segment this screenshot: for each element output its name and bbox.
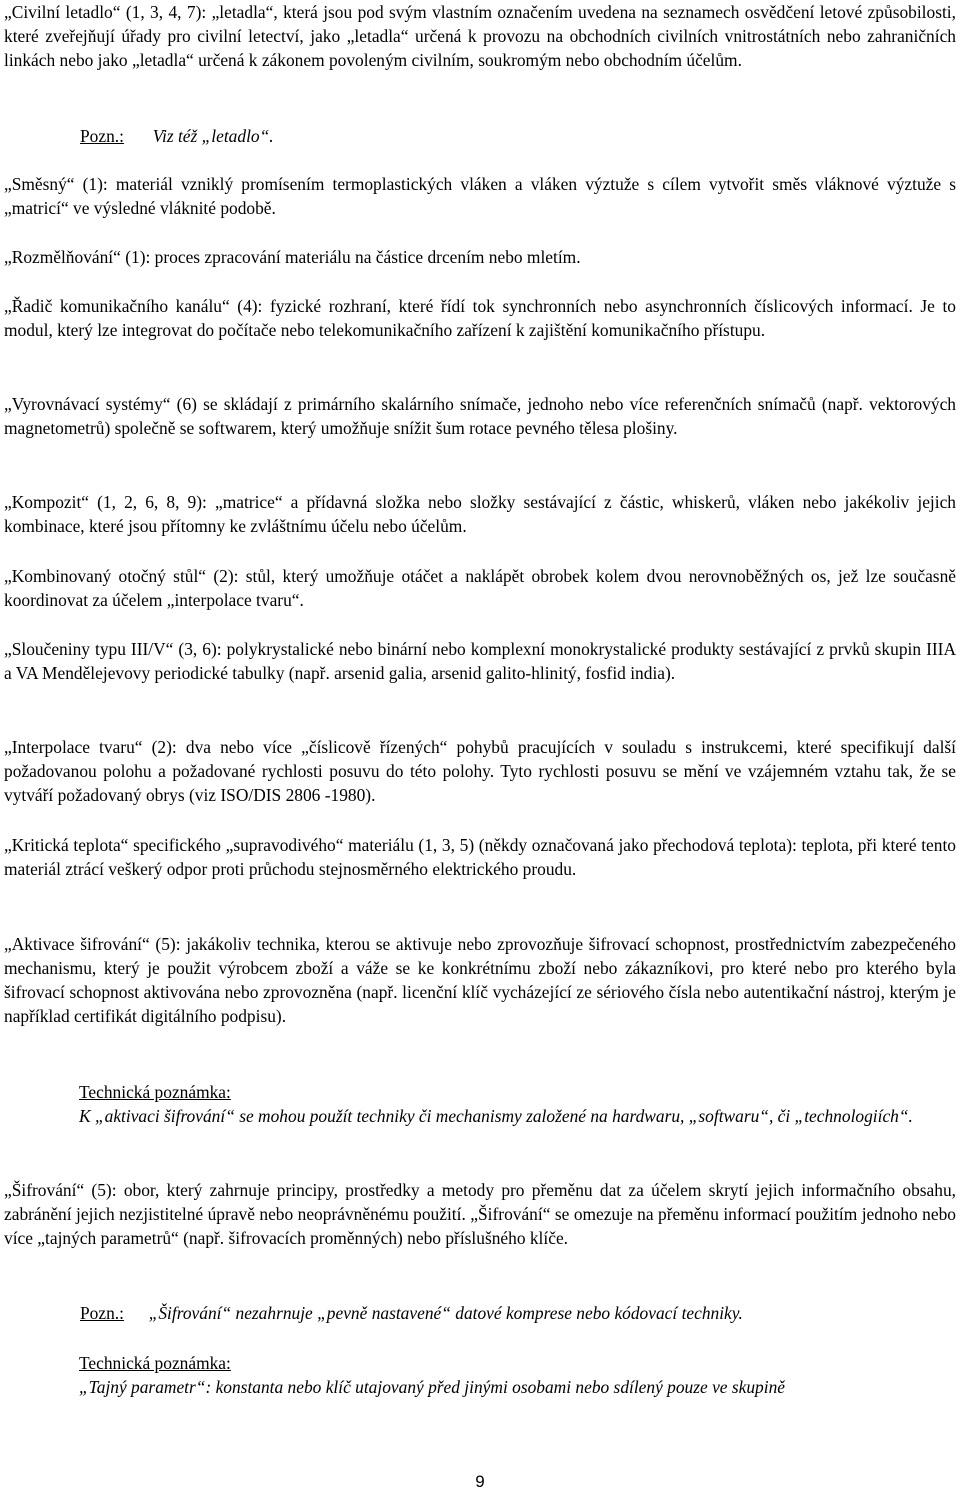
definition-sifrovani: „Šifrování“ (5): obor, který zahrnuje principy, prostředky a metody pro přeměnu dat za účelem skrytí jejich informačního obsahu, zabránění jejich nezjistitelné úpravě nebo neoprávněnému použití. „Šifrování“ se omezuje na přeměnu informací použitím jednoho nebo více „tajných parametrů“ (např. šifrovacích proměnných) nebo příslušného klíče. [4, 1180, 956, 1248]
definition-smesny: „Směsný“ (1): materiál vzniklý promísením termoplastických vláken a vláken výztuže s cílem vytvořit směs vláknové výztuže s „matricí“ ve výsledné vláknité podobě. [4, 174, 956, 218]
technical-note-label: Technická poznámka: [79, 1353, 231, 1373]
note-label: Pozn.: [80, 126, 124, 146]
note-pozn-letadlo [80, 124, 274, 148]
note-text: Viz též „letadlo“. [152, 126, 274, 146]
definition-kompozit: „Kompozit“ (1, 2, 6, 8, 9): „matrice“ a přídavná složka nebo složky sestávající z částic, whiskerů, vláken nebo jakékoliv jejich kombinace, které jsou přítomny ke zvláštnímu účelu nebo účelům. [4, 492, 956, 536]
definition-radic-komunikacniho-kanalu: „Řadič komunikačního kanálu“ (4): fyzické rozhraní, které řídí tok synchronních nebo asynchronních číslicových informací. Je to modul, který lze integrovat do počítače nebo telekomunikačního zařízení k zajištění komunikačního přístupu. [4, 296, 956, 340]
definition-kombinovany-otocny-stul: „Kombinovaný otočný stůl“ (2): stůl, který umožňuje otáčet a naklápět obrobek kolem dvou nerovnoběžných os, jež lze současně koordinovat za účelem „interpolace tvaru“. [4, 566, 956, 610]
note-pozn-sifrovani [80, 1301, 743, 1325]
definition-interpolace-tvaru: „Interpolace tvaru“ (2): dva nebo více „číslicově řízených“ pohybů pracujících v souladu s instrukcemi, které specifikují další požadovanou polohu a požadované rychlosti posuvu do této polohy. Tyto rychlosti posuvu se mění ve vzájemném vztahu tak, že se vytváří požadovaný obrys (viz ISO/DIS 2806 -1980). [4, 737, 956, 805]
definition-slouceniny-iii-v: „Sloučeniny typu III/V“ (3, 6): polykrystalické nebo binární nebo komplexní monokrystalické produkty sestávající z prvků skupin IIIA a VA Mendělejevovy periodické tabulky (např. arsenid galia, arsenid galito-hlinitý, fosfid india). [4, 639, 956, 683]
technical-note-tajny-parametr [79, 1351, 953, 1399]
definition-civilni-letadlo: „Civilní letadlo“ (1, 3, 4, 7): „letadla“, která jsou pod svým vlastním označením uvedena na seznamech osvědčení letové způsobilosti, které zveřejňují úřady pro civilní letectví, jako „letadla“ určená k provozu na obchodních civilních vnitrostátních nebo zahraničních linkách nebo jako „letadla“ určená k zákonem povoleným civilním, soukromým nebo obchodním účelům. [4, 2, 956, 70]
page-number: 9 [475, 1472, 485, 1491]
technical-note-text: K „aktivaci šifrování“ se mohou použít techniky či mechanismy založené na hardwaru, „softwaru“, či „technologiích“. [79, 1106, 913, 1126]
note-label: Pozn.: [80, 1303, 124, 1323]
definition-vyrovnavaci-systemy: „Vyrovnávací systémy“ (6) se skládají z primárního skalárního snímače, jednoho nebo více referenčních snímačů (např. vektorových magnetometrů) společně se softwarem, který umožňuje snížit šum rotace pevného tělesa plošiny. [4, 394, 956, 438]
definition-kriticka-teplota: „Kritická teplota“ specifického „supravodivého“ materiálu (1, 3, 5) (někdy označovaná jako přechodová teplota): teplota, při které tento materiál ztrácí veškerý odpor proti průchodu stejnosměrného elektrického proudu. [4, 835, 956, 879]
technical-note-text: „Tajný parametr“: konstanta nebo klíč utajovaný před jinými osobami nebo sdílený pouze ve skupině [79, 1377, 785, 1397]
definition-rozmelnovani: „Rozmělňování“ (1): proces zpracování materiálu na částice drcením nebo mletím. [4, 247, 581, 267]
technical-note-aktivace [79, 1080, 953, 1128]
note-text: „Šifrování“ nezahrnuje „pevně nastavené“ datové komprese nebo kódovací techniky. [148, 1303, 743, 1323]
technical-note-label: Technická poznámka: [79, 1082, 231, 1102]
definition-aktivace-sifrovani: „Aktivace šifrování“ (5): jakákoliv technika, kterou se aktivuje nebo zprovozňuje šifrovací schopnost, prostřednictvím zabezpečeného mechanismu, který je použit výrobcem zboží a váže se ke konkrétnímu zboží nebo zákazníkovi, pro které nebo pro kterého byla šifrovací schopnost aktivována nebo zprovozněna (např. licenční klíč vycházející ze sériového čísla nebo autentikační nástroj, kterým je například certifikát digitálního podpisu). [4, 934, 956, 1026]
